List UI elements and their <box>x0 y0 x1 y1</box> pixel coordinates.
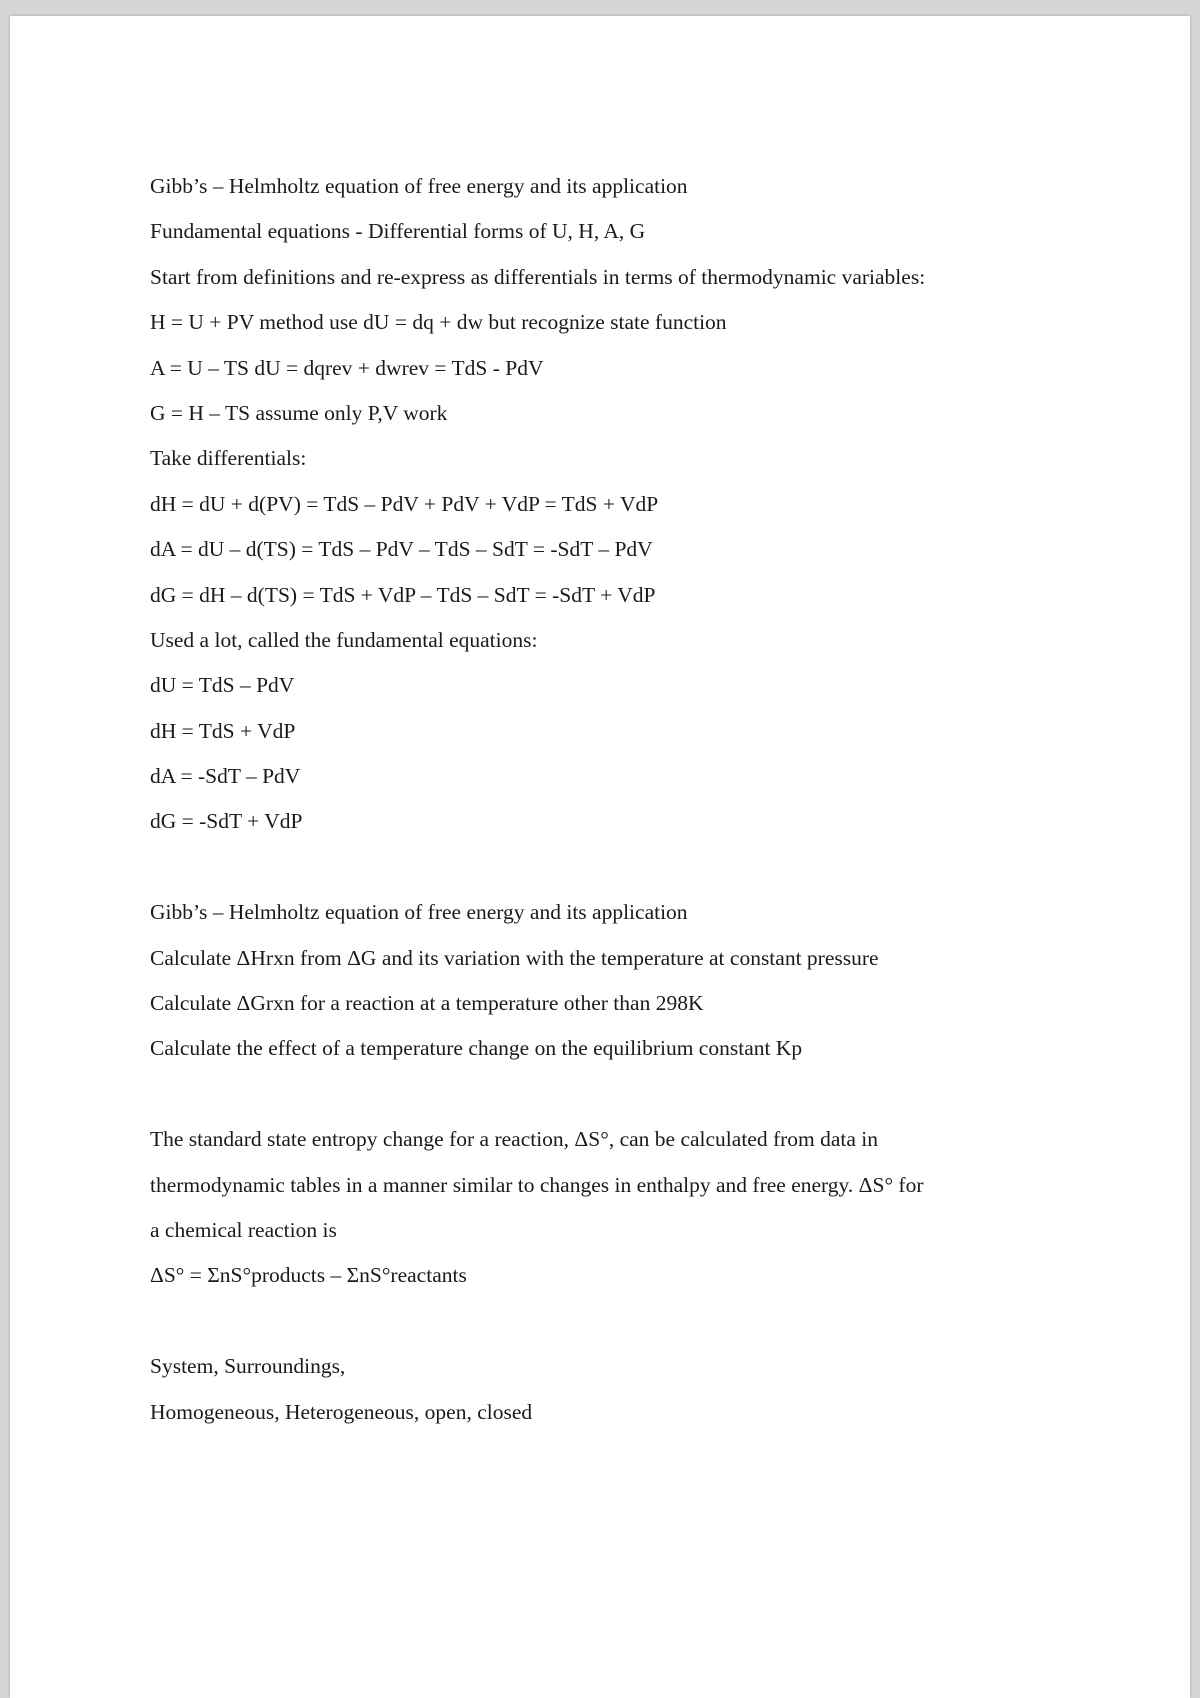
text-line: Calculate ΔGrxn for a reaction at a temperature other than 298K <box>150 991 704 1016</box>
equation-line: A = U – TS dU = dqrev + dwrev = TdS - PdV <box>150 355 544 380</box>
text-line: Homogeneous, Heterogeneous, open, closed <box>150 1399 533 1424</box>
blank-line <box>150 1072 1050 1117</box>
equation-line: dA = -SdT – PdV <box>150 764 301 789</box>
equation-line: ΔS° = ΣnS°products – ΣnS°reactants <box>150 1263 467 1288</box>
page-content <box>150 164 1050 1435</box>
equation-line: dA = dU – d(TS) = TdS – PdV – TdS – SdT = -SdT – PdV <box>150 537 653 562</box>
blank-line <box>150 845 1050 890</box>
equation-line: dG = dH – d(TS) = TdS + VdP – TdS – SdT = -SdT + VdP <box>150 582 656 607</box>
text-line: Take differentials: <box>150 446 307 471</box>
equation-line: dG = -SdT + VdP <box>150 809 303 834</box>
text-line: System, Surroundings, <box>150 1354 346 1379</box>
paragraph-line: The standard state entropy change for a reaction, ΔS°, can be calculated from data in <box>150 1127 879 1152</box>
text-line: Fundamental equations - Differential forms of U, H, A, G <box>150 219 646 244</box>
paragraph-line: thermodynamic tables in a manner similar to changes in enthalpy and free energy. ΔS° for <box>150 1172 924 1197</box>
text-line: Used a lot, called the fundamental equations: <box>150 627 538 652</box>
document-page <box>10 16 1190 1698</box>
equation-line: dH = dU + d(PV) = TdS – PdV + PdV + VdP = TdS + VdP <box>150 491 659 516</box>
text-line: Calculate the effect of a temperature change on the equilibrium constant Kp <box>150 1036 803 1061</box>
equation-line: G = H – TS assume only P,V work <box>150 400 448 425</box>
text-line: Start from definitions and re-express as differentials in terms of thermodynamic variables: <box>150 264 926 289</box>
equation-line: H = U + PV method use dU = dq + dw but recognize state function <box>150 310 727 335</box>
equation-line: dU = TdS – PdV <box>150 673 295 698</box>
equation-line: dH = TdS + VdP <box>150 718 296 743</box>
section1-heading: Gibb’s – Helmholtz equation of free energy and its application <box>150 174 688 198</box>
section2-heading: Gibb’s – Helmholtz equation of free energy and its application <box>150 900 688 925</box>
text-line: Calculate ΔHrxn from ΔG and its variation with the temperature at constant pressure <box>150 945 879 970</box>
blank-line <box>150 1299 1050 1344</box>
paragraph-line: a chemical reaction is <box>150 1217 337 1242</box>
